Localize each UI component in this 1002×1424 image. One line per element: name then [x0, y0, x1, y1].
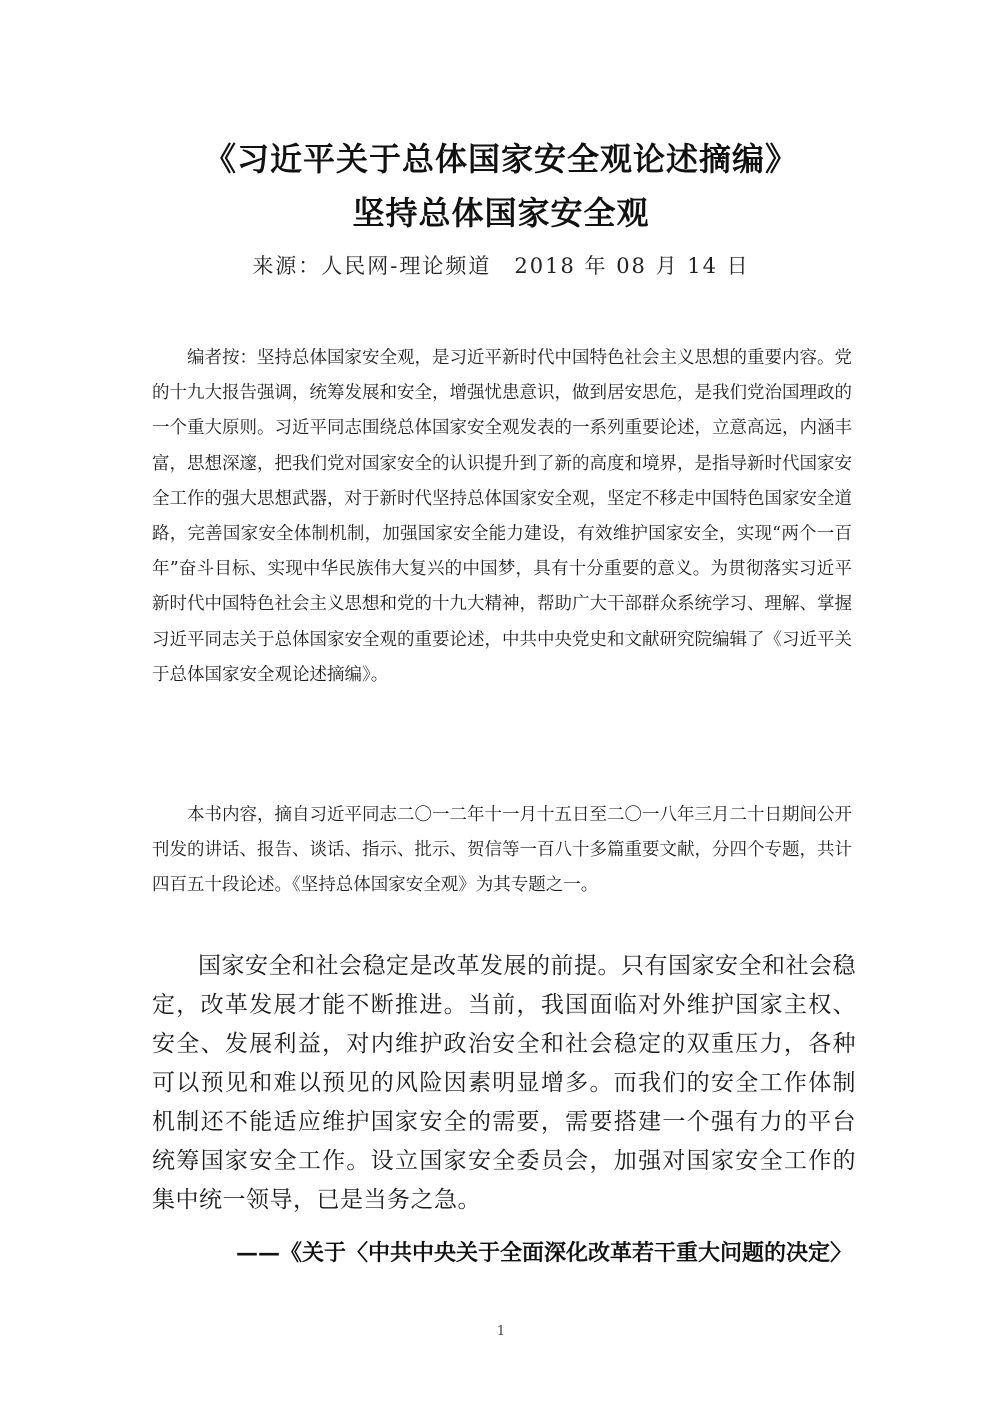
document-title: 《习近平关于总体国家安全观论述摘编》 [203, 140, 798, 178]
quote-paragraph: 国家安全和社会稳定是改革发展的前提。只有国家安全和社会稳定，改革发展才能不断推进。当前，我国面临对外维护国家主权、安全、发展利益，对内维护政治安全和社会稳定的双重压力，各种可以预见和难以预见的风险因素明显增多。而我们的安全工作体制机制还不能适应维护国家安全的需要，需要搭建一个强有力的平台统筹国家安全工作。设立国家安全委员会，加强对国家安全工作的集中统一领导，已是当务之急。 [152, 953, 856, 1213]
source-line: 来源：人民网-理论频道 2018 年 08 月 14 日 [252, 254, 750, 278]
quote-citation: ——《关于〈中共中央关于全面深化改革若干重大问题的决定〉 [235, 1240, 852, 1266]
page-number: 1 [496, 1324, 506, 1339]
editor-note-paragraph: 编者按：坚持总体国家安全观，是习近平新时代中国特色社会主义思想的重要内容。党的十九大报告强调，统筹发展和安全，增强忧患意识，做到居安思危，是我们党治国理政的一个重大原则。习近平同志围绕总体国家安全观发表的一系列重要论述，立意高远，内涵丰富，思想深邃，把我们党对国家安全的认识提升到了新的高度和境界，是指导新时代国家安全工作的强大思想武器，对于新时代坚持总体国家安全观，坚定不移走中国特色国家安全道路，完善国家安全体制机制，加强国家安全能力建设，有效维护国家安全，实现“两个一百年”奋斗目标、实现中华民族伟大复兴的中国梦，具有十分重要的意义。为贯彻落实习近平新时代中国特色社会主义思想和党的十九大精神，帮助广大干部群众系统学习、理解、掌握习近平同志关于总体国家安全观的重要论述，中共中央党史和文献研究院编辑了《习近平关于总体国家安全观论述摘编》。 [152, 348, 852, 685]
document-subtitle: 坚持总体国家安全观 [352, 194, 650, 232]
book-contents-paragraph: 本书内容，摘自习近平同志二〇一二年十一月十五日至二〇一八年三月二十日期间公开刊发的讲话、报告、谈话、指示、批示、贺信等一百八十多篇重要文献，分四个专题，共计四百五十段论述。《坚持总体国家安全观》为其专题之一。 [152, 805, 852, 896]
